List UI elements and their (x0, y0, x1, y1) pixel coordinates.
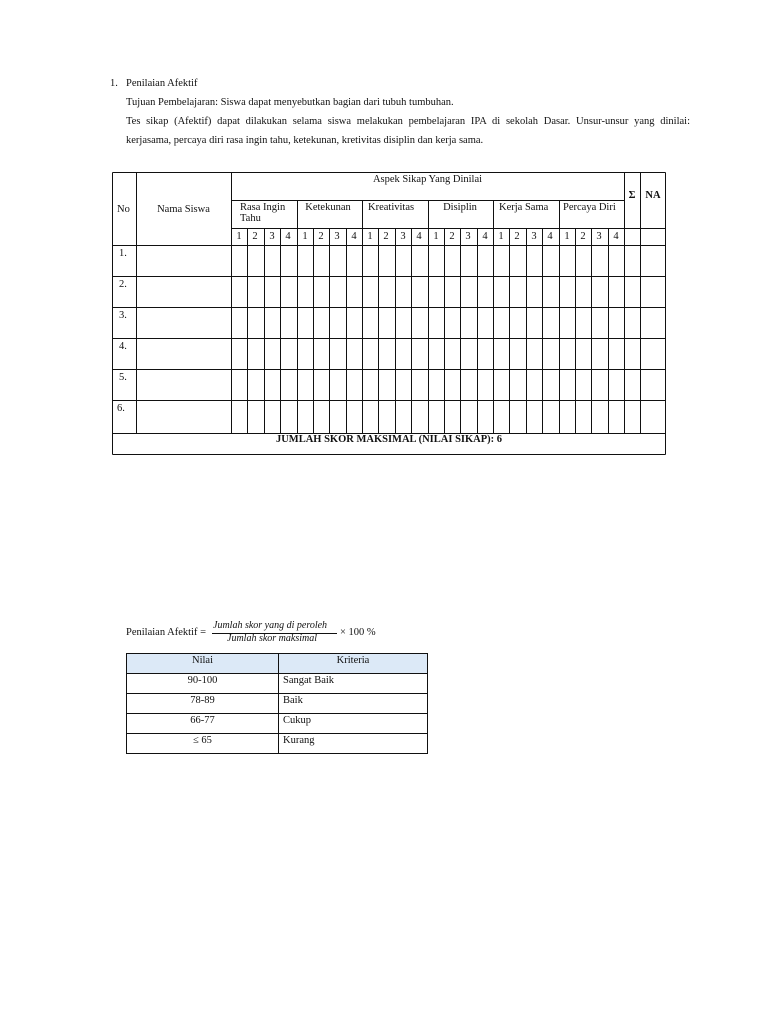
table-row (127, 674, 428, 694)
score-label: 3 (400, 231, 406, 242)
score-label: 1 (564, 231, 570, 242)
score-label: 3 (269, 231, 275, 242)
section-number: 1. (110, 78, 118, 89)
score-label: 1 (302, 231, 308, 242)
formula-numerator: Jumlah skor yang di peroleh (213, 620, 328, 631)
criteria-table (126, 653, 428, 754)
score-label: 1 (433, 231, 439, 242)
header-no: No (117, 204, 130, 215)
table-row (127, 694, 428, 714)
score-label: 4 (351, 231, 357, 242)
formula-label: Penilaian Afektif = (126, 627, 206, 638)
table-row (127, 714, 428, 734)
header-na: NA (645, 190, 661, 201)
row-number-6: 6. (117, 403, 125, 414)
header-sum: Σ (628, 190, 636, 201)
score-label: 4 (416, 231, 422, 242)
aspect-rasa-ingin-tahu-line1: Rasa Ingin (240, 202, 286, 213)
criteria-kriteria: Sangat Baik (279, 674, 428, 694)
score-label: 2 (318, 231, 324, 242)
criteria-nilai: 90-100 (127, 674, 279, 694)
aspect-kreativitas: Kreativitas (368, 202, 415, 213)
score-label: 2 (252, 231, 258, 242)
score-label: 1 (367, 231, 373, 242)
criteria-nilai: 78-89 (127, 694, 279, 714)
paragraph-line-2: kerjasama, percaya diri rasa ingin tahu, ketekunan, kretivitas disiplin dan kerja sama. (126, 135, 484, 146)
criteria-nilai: ≤ 65 (127, 734, 279, 754)
paragraph-line-1: Tes sikap (Afektif) dapat dilakukan selama siswa melakukan pembelajaran IPA di sekolah Dasar. Unsur-unsur yang dinilai: (126, 116, 690, 127)
criteria-nilai: 66-77 (127, 714, 279, 734)
row-number-4: 4. (119, 341, 127, 352)
section-title: Penilaian Afektif (126, 78, 198, 89)
learning-objective: Tujuan Pembelajaran: Siswa dapat menyebutkan bagian dari tubuh tumbuhan. (126, 97, 454, 108)
row-number-5: 5. (119, 372, 127, 383)
score-label: 4 (547, 231, 553, 242)
score-label: 4 (482, 231, 488, 242)
formula-multiplier: × 100 % (340, 627, 376, 638)
table-row (127, 734, 428, 754)
affective-assessment-table (112, 172, 666, 455)
header-aspek-sikap: Aspek Sikap Yang Dinilai (372, 174, 483, 185)
score-label: 1 (236, 231, 242, 242)
row-number-3: 3. (119, 310, 127, 321)
header-nama-siswa: Nama Siswa (157, 204, 210, 215)
criteria-header-nilai: Nilai (127, 654, 279, 674)
criteria-kriteria: Kurang (279, 734, 428, 754)
row-number-2: 2. (119, 279, 127, 290)
score-label: 1 (498, 231, 504, 242)
score-label: 3 (531, 231, 537, 242)
table-footer-max-score: JUMLAH SKOR MAKSIMAL (NILAI SIKAP): 6 (275, 434, 503, 445)
score-label: 2 (514, 231, 520, 242)
score-label: 2 (449, 231, 455, 242)
score-label: 3 (596, 231, 602, 242)
criteria-kriteria: Cukup (279, 714, 428, 734)
aspect-disiplin: Disiplin (443, 202, 477, 213)
score-label: 3 (465, 231, 471, 242)
formula-denominator: Jumlah skor maksimal (227, 633, 317, 644)
criteria-kriteria: Baik (279, 694, 428, 714)
aspect-rasa-ingin-tahu-line2: Tahu (240, 213, 261, 224)
aspect-percaya-diri: Percaya Diri (563, 202, 616, 213)
aspect-ketekunan: Ketekunan (305, 202, 351, 213)
criteria-header-kriteria: Kriteria (279, 654, 428, 674)
row-number-1: 1. (119, 248, 127, 259)
score-label: 4 (285, 231, 291, 242)
aspect-kerja-sama: Kerja Sama (499, 202, 549, 213)
criteria-header-row (127, 654, 428, 674)
score-label: 3 (334, 231, 340, 242)
score-label: 2 (383, 231, 389, 242)
score-label: 2 (580, 231, 586, 242)
score-label: 4 (613, 231, 619, 242)
